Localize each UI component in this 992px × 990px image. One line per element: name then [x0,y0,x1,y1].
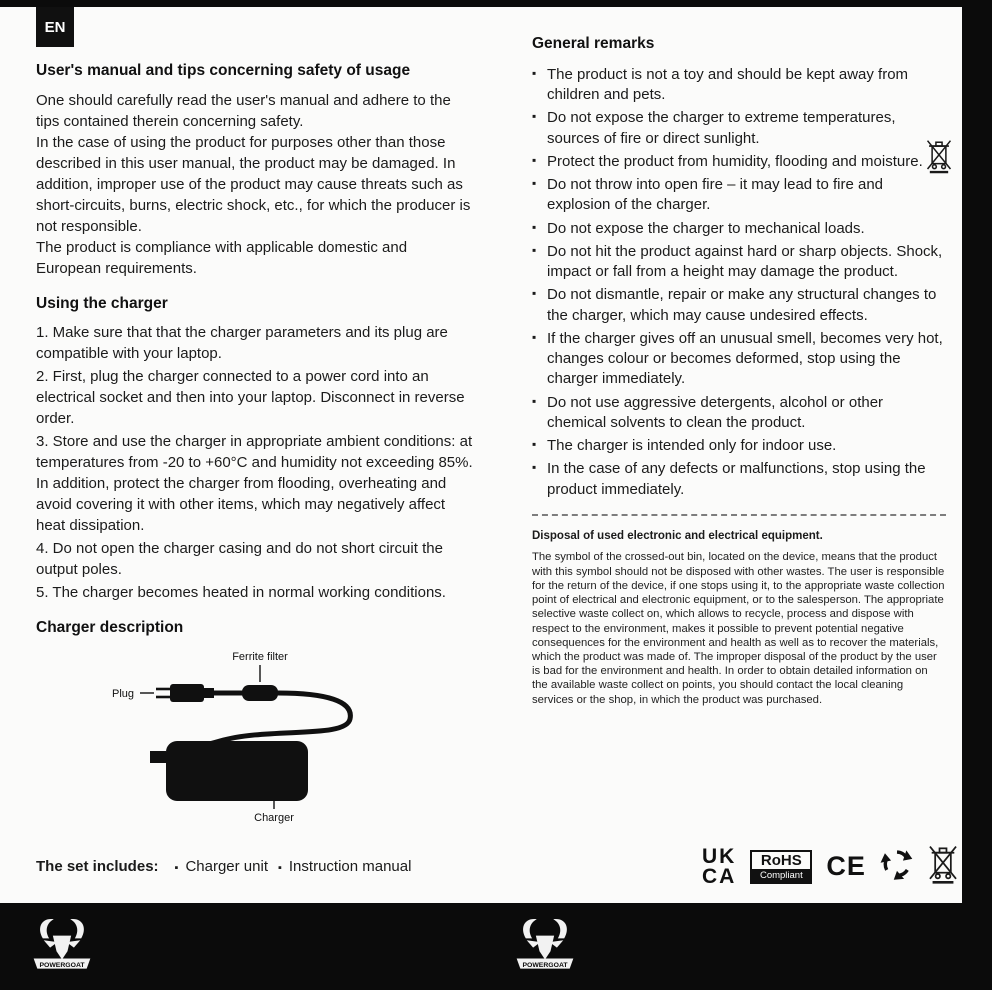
step-item: 3. Store and use the charger in appropriate ambient conditions: at temperatures from -20 to +60°C and humidity not exceeding 85%. In addition, protect the charger from flooding, overheating and avoid covering it with other items, which may negatively affect heat dissipation. [36,433,473,535]
remarks-heading: General remarks [532,35,655,52]
remark-item: ▪ Do not hit the product against hard or sharp objects. Shock, impact or fall from a height may damage the product. [532,242,946,283]
remark-item: ▪ The charger is intended only for indoor use. [532,436,946,456]
step-item: 4. Do not open the charger casing and do not short circuit the output poles. [36,540,443,579]
remark-item: ▪ Do not expose the charger to extreme temperatures, sources of fire or direct sunlight. [532,108,946,149]
step-item: 1. Make sure that that the charger parameters and its plug are compatible with your laptop. [36,324,448,363]
description-heading: Charger description [36,619,184,637]
plug-label: Plug [112,688,135,701]
scan-top-edge [0,0,992,7]
powergoat-brand-text: POWERGOAT [522,961,568,969]
powergoat-logo [30,913,94,978]
safety-heading: User's manual and tips concerning safety of usage [36,62,411,79]
dashed-separator [532,514,946,516]
left-column [36,60,474,833]
recycle-icon [880,847,914,886]
remark-item: ▪ The product is not a toy and should be kept away from children and pets. [532,65,946,106]
remark-item: ▪ Do not expose the charger to mechanical loads. [532,219,946,239]
rohs-label: RoHS [760,851,802,869]
ukca-mark [702,844,737,888]
compliance-marks [702,844,958,889]
safety-paragraphs [36,90,474,279]
charger-diagram-svg [98,649,408,827]
remark-item: ▪ In the case of any defects or malfunctions, stop using the product immediately. [532,459,946,500]
ce-mark: CE [826,851,866,881]
ukca-top: UK [702,844,737,868]
set-includes-label: The set includes: [36,858,159,875]
powergoat-brand-text: POWERGOAT [39,961,85,969]
disposal-heading: Disposal of used electronic and electrical equipment. [532,529,823,542]
disposal-body: The symbol of the crossed-out bin, located on the device, means that the product with this symbol should not be disposed with other wastes. The user is responsible for the return of the device, if one stops using it, to the appropriate waste collection point of electrical and electronic equipment, or to the salesperson. The appropriate selective waste collect on, which allows to recycle, process and dispose with respect to the environment, makes it possible to prevent potential negative consequences for the environment and health as well as to recover the materials, which the product was made of. The improper disposal of the product by the user is bad for the environment and health. In order to obtain detailed information on the available waste collect on points, you should contact the local cleaning services or the shop, in which the product was purchased. [532,551,945,706]
footer-band [0,903,992,990]
right-column [532,34,946,707]
safety-paragraph: One should carefully read the user's manual and adhere to the tips contained therein concerning safety. [36,91,451,130]
remark-item: ▪ If the charger gives off an unusual smell, becomes very hot, changes colour or becomes deformed, stop using the charger immediately. [532,329,946,390]
language-badge-label: EN [44,18,66,36]
ukca-bottom: CA [702,864,737,888]
remark-item: ▪ Do not dismantle, repair or make any structural changes to the charger, which may cause undesired effects. [532,285,946,326]
charger-body-shape [150,741,308,801]
remark-item: ▪ Do not use aggressive detergents, alcohol or other chemical solvents to clean the product. [532,393,946,434]
plug-shape [156,684,214,702]
step-item: 5. The charger becomes heated in normal working conditions. [36,584,446,602]
charger-diagram [98,649,474,833]
remark-item: ▪ Do not throw into open fire – it may lead to fire and explosion of the charger. [532,175,946,216]
set-includes [36,858,411,875]
step-item: 2. First, plug the charger connected to a power cord into an electrical socket and then into your laptop. Disconnect in reverse order. [36,368,465,428]
powergoat-logo [513,913,577,978]
ferrite-filter-shape [242,685,278,701]
ferrite-filter-label: Ferrite filter [232,651,288,664]
language-badge [36,7,74,47]
using-steps [36,322,474,603]
using-heading: Using the charger [36,294,168,312]
remark-item: ▪ Protect the product from humidity, flooding and moisture. [532,152,946,172]
safety-paragraph: The product is compliance with applicable domestic and European requirements. [36,238,408,277]
scan-right-edge [962,0,992,906]
safety-paragraph: In the case of using the product for purposes other than those described in this user manual, the product may be damaged. In addition, improper use of the product may cause threats such as short-circuits, burns, electric shock, etc., for which the producer is not responsible. [36,133,471,235]
set-item: ▪ Instruction manual [278,858,411,875]
remarks-list [532,65,946,500]
rohs-mark [750,850,812,884]
charger-label: Charger [254,812,294,825]
rohs-sub-label: Compliant [752,869,810,882]
weee-bin-icon [926,138,952,179]
set-item: ▪ Charger unit [175,858,268,875]
weee-bin-icon [928,844,958,889]
